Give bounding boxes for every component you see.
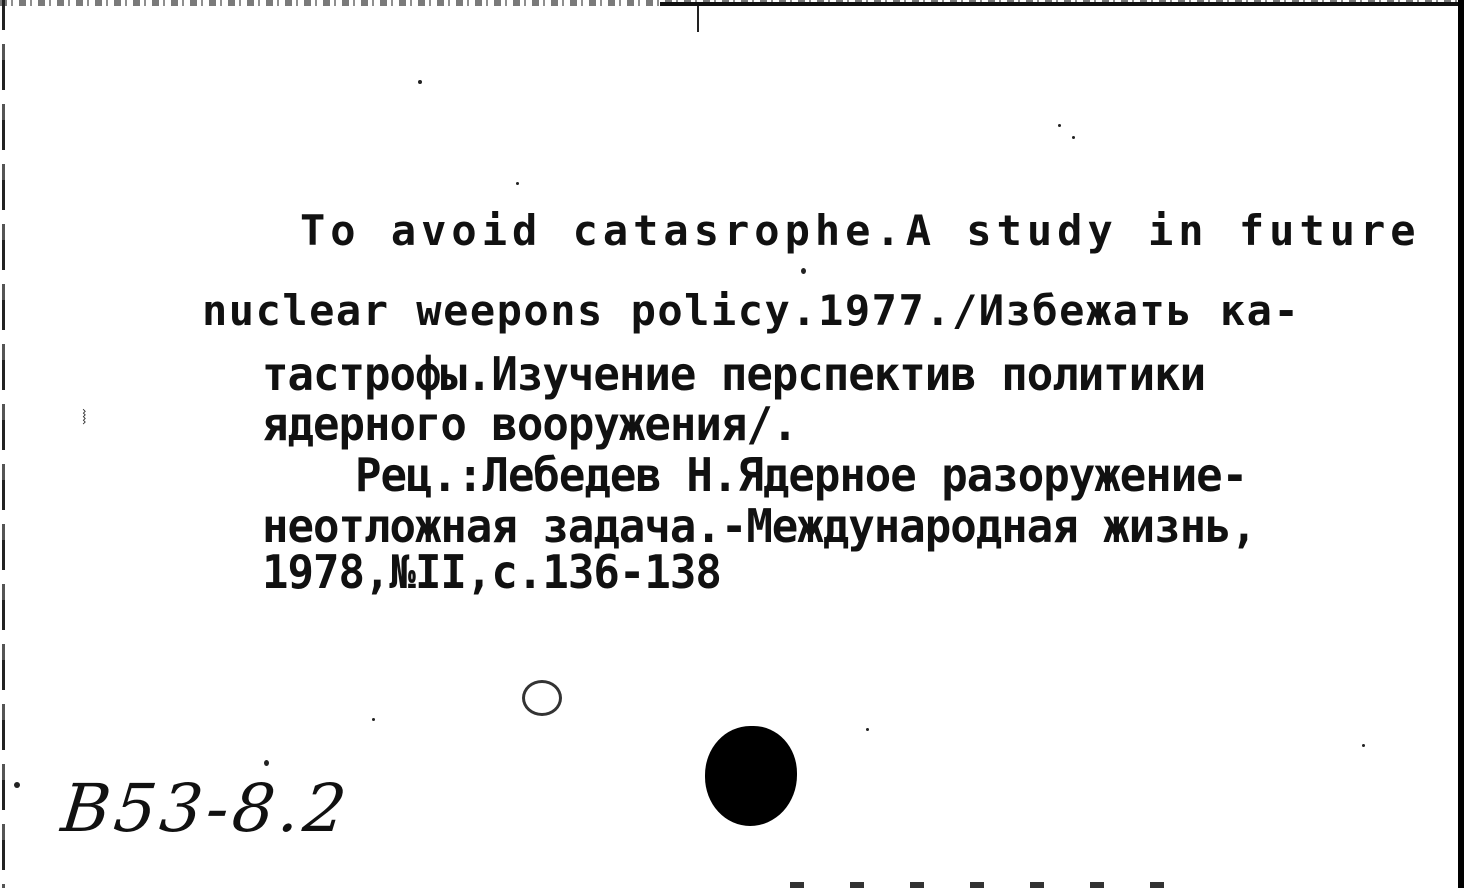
speck-5 [801,268,806,274]
title-translation-line-1: тастрофы.Изучение перспектив политики [262,348,1206,402]
review-citation: 1978,№II,с.136-138 [262,546,721,600]
speck-6 [264,760,269,766]
speck-3 [1072,136,1075,139]
speck-1 [418,80,422,84]
bottom-edge-marks [790,882,1190,888]
review-line-2: неотложная задача.-Международная жизнь, [262,500,1257,554]
speck-8 [866,728,869,731]
title-line-1: To avoid catasrophe.A study in future [300,206,1421,255]
speck-4 [516,182,519,185]
margin-mark-icon: ⧘ [82,405,87,430]
small-ring-mark [522,680,562,716]
top-tick-mark [697,6,699,32]
ink-blot [705,726,797,826]
review-line-1: Рец.:Лебедев Н.Ядерное разоружение- [355,449,1248,503]
card-right-edge [1458,0,1464,888]
handwritten-call-number: В53-8.2 [57,770,354,847]
card-top-edge-solid [660,2,1464,6]
speck-2 [1058,124,1061,127]
speck-9 [1362,744,1365,747]
speck-10 [372,718,375,721]
title-translation-line-2: ядерного вооружения/. [262,398,798,452]
card-left-edge [2,0,5,888]
speck-7 [14,782,20,788]
title-line-2: nuclear weepons policy.1977./Избежать ка- [202,286,1301,335]
